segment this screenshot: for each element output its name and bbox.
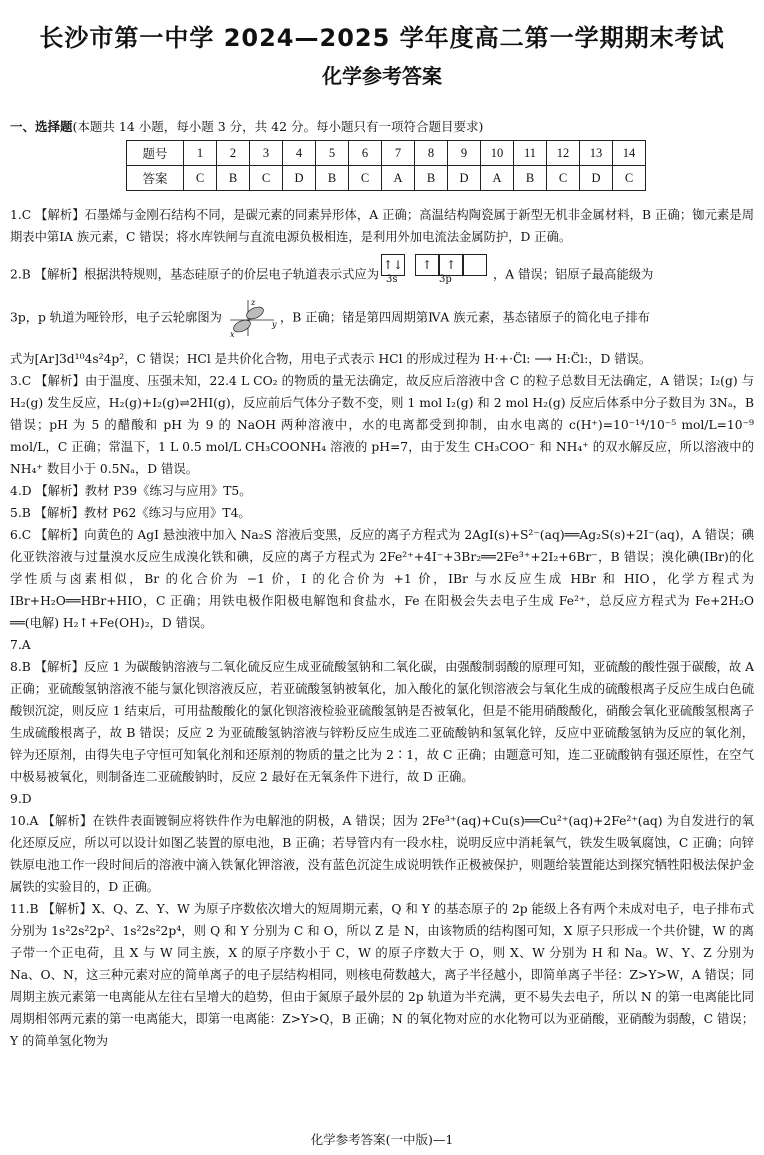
table-cell: A [382,166,415,191]
table-cell: B [514,166,547,191]
table-cell: C [613,166,646,191]
table-cell: 12 [547,141,580,166]
table-header-cell: 答案 [127,166,184,191]
table-cell: C [250,166,283,191]
section-note: (本题共 14 小题，每小题 3 分，共 42 分。每小题只有一项符合题目要求) [72,119,484,134]
answer-table [126,140,646,191]
solution-q5: 5.B 【解析】教材 P62《练习与应用》T4。 [10,506,251,520]
page-footer: 化学参考答案(一中版)—1 [310,1132,454,1147]
solution-q3: 3.C 【解析】由于温度、压强未知，22.4 L CO₂ 的物质的量无法确定，故反应后溶液中含 C 的粒子总数目无法确定，A 错误；I₂(g) 与 H₂(g) 发生反应，H₂(g)+I₂(g)⇌2HI(g)，反应前后气体分子数不变，则 1 mol I₂(g) 和 2 mol H₂(g) 反应后体系中分子数目为 3Nₐ，B 错误；pH 为 5 的醋酸和 pH 为 9 的 NaOH 两种溶液中，水的电离都受到抑制，由水电离的 c(H⁺)=10⁻¹⁴/10⁻⁵ mol/L=10⁻⁹ mol/L，C 正确；常温下，1 L 0.5 mol/L CH₃COONH₄ 溶液的 pH=7，由于发生 CH₃COO⁻ 和 NH₄⁺ 的双水解反应，所以溶液中的 NH₄⁺ 数目小于 0.5Nₐ，D 错误。 [10,374,754,476]
table-cell: 4 [283,141,316,166]
table-cell: 11 [514,141,547,166]
table-cell: 13 [580,141,613,166]
solution-q2-text: ，A 错误；铝原子最高能级为 [493,267,654,282]
table-cell: D [580,166,613,191]
solution-q6: 6.C 【解析】向黄色的 AgI 悬浊液中加入 Na₂S 溶液后变黑，反应的离子方程式为 2AgI(s)+S²⁻(aq)══Ag₂S(s)+2I⁻(aq)，A 错误；碘化亚铁溶液与过量溴水反应生成溴化铁和碘，反应的离子方程式为 2Fe²⁺+4I⁻+3Br₂══2Fe³⁺+2I₂+6Br⁻，B 错误；溴化碘(IBr)的化学性质与卤素相似，Br 的化合价为 −1 价，I 的化合价为 +1 价，IBr 与水反应生成 HBr 和 HIO，化学方程式为 IBr+H₂O══HBr+HIO，C 正确；用铁电极作阳极电解饱和食盐水，Fe 在阳极会失去电子生成 Fe²⁺，总反应方程式为 Fe+2H₂O ══(电解) H₂↑+Fe(OH)₂，D 错误。 [10,528,754,630]
table-header-cell: 题号 [127,141,184,166]
solutions-body [10,204,754,1052]
table-cell: C [547,166,580,191]
table-cell: B [217,166,250,191]
section-label: 一、选择题 [10,119,73,134]
solution-q8: 8.B 【解析】反应 1 为碳酸钠溶液与二氧化硫反应生成亚硫酸氢钠和二氧化碳，由强酸制弱酸的原理可知，亚硫酸的酸性强于碳酸，故 A 正确；亚硫酸氢钠溶液不能与氯化钡溶液反应，若亚硫酸氢钠被氧化，加入酸化的氯化钡溶液会与氧化生成的硫酸根离子反应生成白色硫酸钡沉淀，则反应 1 结束后，可用盐酸酸化的氯化钡溶液检验亚硫酸氢钠是否被氧化，但是不能用硝酸酸化，硝酸会氧化亚硫酸氢根离子生成硫酸根离子，故 B 错误；反应 2 为亚硫酸氢钠溶液与锌粉反应生成连二亚硫酸钠和氢氧化锌，反应中亚硫酸氢钠为反应的氧化剂，锌为还原剂，由得失电子守恒可知氧化剂和还原剂的物质的量之比为 2∶1，故 C 正确；由题意可知，连二亚硫酸钠有强还原性，在空气中极易被氧化，则制备连二亚硫酸钠时，反应 2 最好在无氧条件下进行，故 D 正确。 [10,660,754,784]
section-heading [10,117,483,135]
table-cell: 6 [349,141,382,166]
orbital-box-3p: ↑ [415,254,439,276]
solution-q2-end: 式为[Ar]3d¹⁰4s²4p²，C 错误；HCl 是共价化合物，用电子式表示 HCl 的形成过程为 H·+·C̈l: ⟶ H:C̈l:，D 错误。 [10,352,652,366]
table-cell: 2 [217,141,250,166]
solution-q1: 1.C 【解析】石墨烯与金刚石结构不同，是碳元素的同素异形体，A 正确；高温结构陶瓷属于新型无机非金属材料，B 正确；铷元素是周期表中第ⅠA 族元素，C 错误；将水库铁闸与直流电源负极相连，是利用外加电流法金属防护，D 正确。 [10,208,754,244]
table-cell: 9 [448,141,481,166]
table-cell: 5 [316,141,349,166]
table-cell: C [349,166,382,191]
table-cell: A [481,166,514,191]
table-cell: D [283,166,316,191]
solution-q10: 10.A 【解析】在铁件表面镀铜应将铁件作为电解池的阴极，A 错误；因为 2Fe³⁺(aq)+Cu(s)══Cu²⁺(aq)+2Fe²⁺(aq) 为自发进行的氧化还原反应，所以可以设计如图乙装置的原电池，B 正确；若导管内有一段水柱，说明反应中消耗氧气，铁发生吸氧腐蚀，C 正确；向锌铁原电池工作一段时间后的溶液中滴入铁氰化钾溶液，没有蓝色沉淀生成说明铁作正极被保护，则题给装置能达到探究牺牲阳极法保护金属铁的实验目的，D 正确。 [10,814,754,894]
solution-q2-text: ，B 正确；锗是第四周期第ⅣA 族元素，基态锗原子的简化电子排布 [279,310,650,325]
table-row-numbers [127,141,646,166]
axis-label-z: z [250,298,256,307]
table-row-answers [127,166,646,191]
axis-label-x: x [229,330,235,339]
table-cell: 7 [382,141,415,166]
solution-q7: 7.A [10,638,31,652]
table-cell: 8 [415,141,448,166]
orbital-box-3p [463,254,487,276]
solution-q2-text: 3p，p 轨道为哑铃形，电子云轮廓图为 [10,310,222,325]
table-cell: 14 [613,141,646,166]
table-cell: B [316,166,349,191]
p-orbital-figure [224,296,278,340]
table-cell: B [415,166,448,191]
orbital-diagram [381,254,491,288]
solution-q2-cont [10,296,754,340]
orbital-label-3s: 3s [386,274,398,285]
table-cell: 10 [481,141,514,166]
solution-q4: 4.D 【解析】教材 P39《练习与应用》T5。 [10,484,252,498]
solution-q9: 9.D [10,792,32,806]
orbital-box-3s: ↑↓ [381,254,405,276]
table-cell: 3 [250,141,283,166]
page-subtitle: 化学参考答案 [322,64,442,88]
page-title: 长沙市第一中学 2024—2025 学年度高二第一学期期末考试 [39,24,725,52]
orbital-label-3p: 3p [439,274,452,285]
axis-label-y: y [271,320,277,329]
solution-q2 [10,258,754,288]
table-cell: D [448,166,481,191]
orbital-box-3p: ↑ [439,254,463,276]
table-cell: 1 [184,141,217,166]
table-cell: C [184,166,217,191]
solution-q2-text: 2.B 【解析】根据洪特规则，基态硅原子的价层电子轨道表示式应为 [10,267,379,282]
solution-q11: 11.B 【解析】X、Q、Z、Y、W 为原子序数依次增大的短周期元素，Q 和 Y 的基态原子的 2p 能级上各有两个未成对电子，电子排布式分别为 1s²2s²2p²、1s²2s²2p⁴，则 Q 和 Y 分别为 C 和 O，所以 Z 是 N，由该物质的结构图可知，X 原子只形成一个共价键，W 的离子带一个正电荷，且 X 与 W 同主族，X 的原子序数小于 C，W 的原子序数大于 O，则 X、W 分别为 H 和 Na。W、Y、Z 分别为 Na、O、N，这三种元素对应的简单离子的电子层结构相同，则核电荷数越大，离子半径越小，即简单离子半径：Z>Y>W，A 错误；同周期主族元素第一电离能从左往右呈增大的趋势，但由于氮原子最外层的 2p 轨道为半充满，更不易失去电子，所以 N 的第一电离能比同周期相邻两元素的第一电离能大，即第一电离能：Z>Y>Q，B 正确；N 的氧化物对应的水化物可以为亚硝酸，亚硝酸为弱酸，C 错误；Y 的简单氢化物为 [10,902,754,1048]
